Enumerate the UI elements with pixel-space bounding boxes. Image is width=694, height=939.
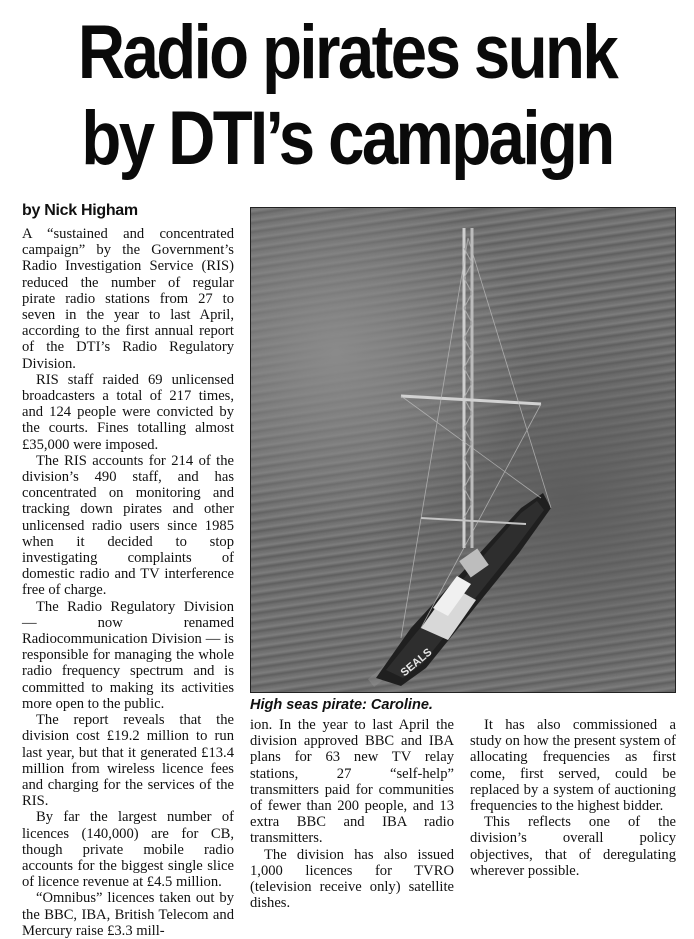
paragraph: ion. In the year to last April the division approved BBC and IBA plans for 63 new TV relay stations, 27 “self-help” transmitters paid for communities of fewer than 200 people, and 13 extra BBC and IBA radio transmitters. [250,717,454,847]
paragraph: The report reveals that the division cost £19.2 million to run last year, but that it generated £13.4 million from wireless licence fees and charging for the services of the RIS. [22,712,234,810]
ship-photo [250,207,676,693]
headline-line-2: by DTI’s campaign [81,96,613,181]
paragraph: This reflects one of the division’s overall policy objectives, that of deregulating wherever possible. [470,814,676,879]
byline: by Nick Higham [22,202,138,219]
article-column-1 [22,226,234,939]
article-column-2 [250,717,454,911]
paragraph: RIS staff raided 69 unlicensed broadcasters a total of 217 times, and 124 people were convicted by the courts. Fines totalling almost £35,000 were imposed. [22,371,234,453]
headline [49,10,646,182]
paragraph: “Omnibus” licences taken out by the BBC, IBA, British Telecom and Mercury raise £3.3 mill- [22,890,234,939]
paragraph: The RIS accounts for 214 of the division’s 490 staff, and has concentrated on monitoring and tracking down pirates and other unlicensed radio users since 1985 when it decided to stop investigating complaints of domestic radio and TV interference free of charge. [22,452,234,599]
paragraph: It has also commissioned a study on how the present system of allocating frequencies as first come, first served, could be replaced by a system of auctioning frequencies to the highest bidder. [470,717,676,815]
article-column-3 [470,717,676,879]
ship-label: SEALS [398,646,435,680]
headline-line-1: Radio pirates sunk [77,10,617,95]
paragraph: The division has also issued 1,000 licences for TVRO (television receive only) satellite dishes. [250,846,454,912]
photo-caption: High seas pirate: Caroline. [250,697,433,713]
ship-illustration [251,208,676,693]
paragraph: By far the largest number of licences (140,000) are for CB, though private mobile radio accounts for the biggest single slice of licence revenue at £4.5 million. [22,809,234,891]
paragraph: The Radio Regulatory Division — now renamed Radiocommunication Division — is responsible for managing the whole radio frequency spectrum and is committed to making its activities more open to the public. [22,598,234,712]
paragraph: A “sustained and concentrated campaign” by the Government’s Radio Investigation Service (RIS) reduced the number of regular pirate radio stations from 27 to seven in the year to last April, according to the first annual report of the DTI’s Radio Regulatory Division. [22,226,234,372]
